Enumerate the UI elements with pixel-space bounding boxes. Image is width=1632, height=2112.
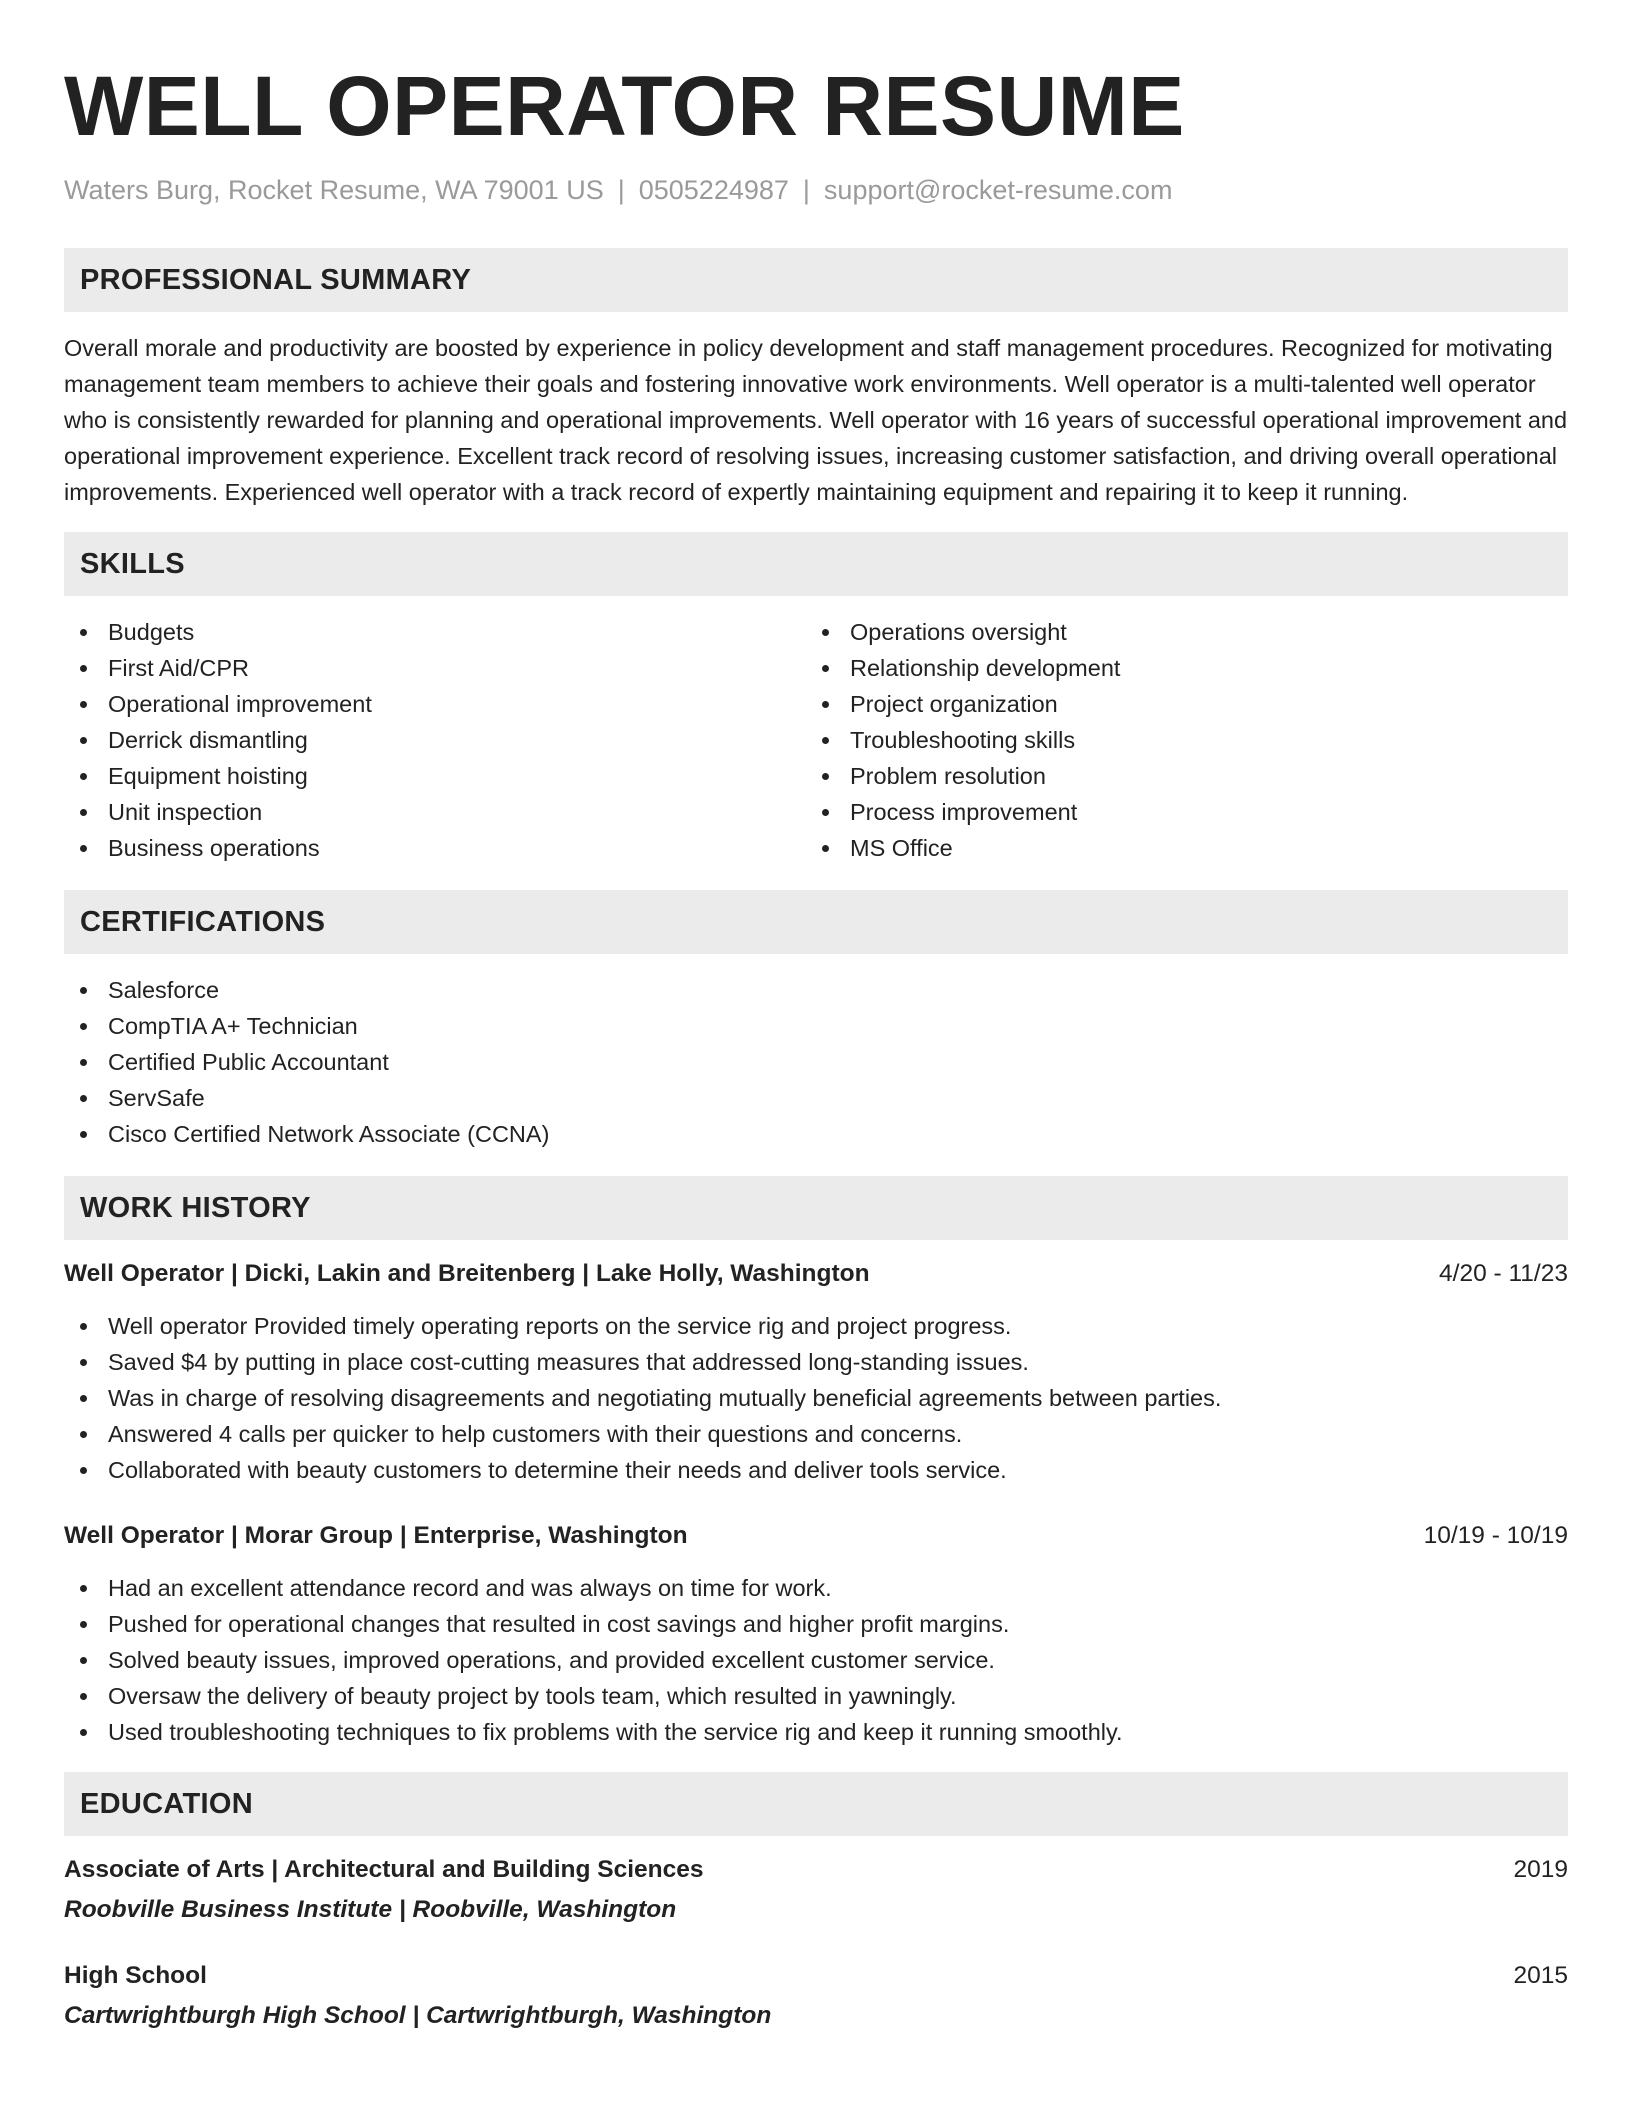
skills-grid	[64, 614, 1568, 866]
education-header	[64, 1958, 1568, 1994]
skills-heading: SKILLS	[64, 532, 1568, 596]
job-bullets	[64, 1308, 1568, 1488]
education-entry	[64, 1852, 1568, 1928]
degree: Associate of Arts | Architectural and Building Sciences	[64, 1856, 704, 1883]
contact-separator: |	[617, 175, 625, 205]
education-header	[64, 1852, 1568, 1888]
skill-item: Troubleshooting skills	[806, 722, 1548, 758]
skill-item: First Aid/CPR	[64, 650, 806, 686]
certifications-heading: CERTIFICATIONS	[64, 890, 1568, 954]
job-bullet: Was in charge of resolving disagreements and negotiating mutually beneficial agreements between parties.	[64, 1380, 1568, 1416]
skill-item: Operations oversight	[806, 614, 1548, 650]
resume-content	[64, 0, 1568, 2034]
degree: High School	[64, 1962, 207, 1989]
job-entry	[64, 1518, 1568, 1750]
job-bullet: Well operator Provided timely operating reports on the service rig and project progress.	[64, 1308, 1568, 1344]
skill-item: Business operations	[64, 830, 806, 866]
graduation-year: 2015	[1513, 1962, 1568, 1989]
job-bullet: Had an excellent attendance record and was always on time for work.	[64, 1570, 1568, 1606]
job-header	[64, 1518, 1568, 1554]
address: Waters Burg, Rocket Resume, WA 79001 US	[64, 175, 604, 205]
skill-item: MS Office	[806, 830, 1548, 866]
job-bullets	[64, 1570, 1568, 1750]
job-bullet: Saved $4 by putting in place cost-cutting measures that addressed long-standing issues.	[64, 1344, 1568, 1380]
skill-item: Process improvement	[806, 794, 1548, 830]
job-bullet: Oversaw the delivery of beauty project by tools team, which resulted in yawningly.	[64, 1678, 1568, 1714]
job-title: Well Operator | Dicki, Lakin and Breitenberg | Lake Holly, Washington	[64, 1260, 870, 1287]
contact-line	[64, 174, 1568, 206]
certification-item: Certified Public Accountant	[64, 1044, 1568, 1080]
summary-text: Overall morale and productivity are boosted by experience in policy development and staff management procedures. Recognized for motivating management team members to achieve their goals and fostering innovative work environments. Well operator is a multi-talented well operator who is consistently rewarded for planning and operational improvements. Well operator with 16 years of successful operational improvement and operational improvement experience. Excellent track record of resolving issues, increasing customer satisfaction, and driving overall operational improvements. Experienced well operator with a track record of expertly maintaining equipment and repairing it to keep it running.	[64, 335, 1568, 505]
job-title: Well Operator | Morar Group | Enterprise, Washington	[64, 1522, 688, 1549]
contact-separator: |	[802, 175, 810, 205]
job-header	[64, 1256, 1568, 1292]
certifications-list	[64, 972, 1568, 1152]
work-history-heading: WORK HISTORY	[64, 1176, 1568, 1240]
resume-title: WELL OPERATOR RESUME	[64, 59, 1185, 153]
job-bullet: Used troubleshooting techniques to fix problems with the service rig and keep it running smoothly.	[64, 1714, 1568, 1750]
skill-item: Equipment hoisting	[64, 758, 806, 794]
job-dates: 10/19 - 10/19	[1423, 1522, 1568, 1549]
skill-item: Project organization	[806, 686, 1548, 722]
graduation-year: 2019	[1513, 1856, 1568, 1883]
skills-list-left	[64, 614, 806, 866]
certification-item: Cisco Certified Network Associate (CCNA)	[64, 1116, 1568, 1152]
email-link[interactable]: support@rocket-resume.com	[823, 175, 1173, 205]
job-bullet: Answered 4 calls per quicker to help customers with their questions and concerns.	[64, 1416, 1568, 1452]
school: Roobville Business Institute | Roobville, Washington	[64, 1896, 677, 1923]
certification-item: Salesforce	[64, 972, 1568, 1008]
skill-item: Unit inspection	[64, 794, 806, 830]
job-entry	[64, 1256, 1568, 1488]
education-heading: EDUCATION	[64, 1772, 1568, 1836]
job-bullet: Collaborated with beauty customers to determine their needs and deliver tools service.	[64, 1452, 1568, 1488]
school: Cartwrightburgh High School | Cartwrightburgh, Washington	[64, 2002, 772, 2029]
summary-heading: PROFESSIONAL SUMMARY	[64, 248, 1568, 312]
skill-item: Relationship development	[806, 650, 1548, 686]
certification-item: CompTIA A+ Technician	[64, 1008, 1568, 1044]
job-dates: 4/20 - 11/23	[1439, 1260, 1568, 1287]
job-bullet: Solved beauty issues, improved operations, and provided excellent customer service.	[64, 1642, 1568, 1678]
skills-list-right	[806, 614, 1548, 866]
skill-item: Problem resolution	[806, 758, 1548, 794]
skill-item: Operational improvement	[64, 686, 806, 722]
education-entry	[64, 1958, 1568, 2034]
job-bullet: Pushed for operational changes that resulted in cost savings and higher profit margins.	[64, 1606, 1568, 1642]
phone: 0505224987	[638, 175, 789, 205]
skill-item: Budgets	[64, 614, 806, 650]
skill-item: Derrick dismantling	[64, 722, 806, 758]
certification-item: ServSafe	[64, 1080, 1568, 1116]
